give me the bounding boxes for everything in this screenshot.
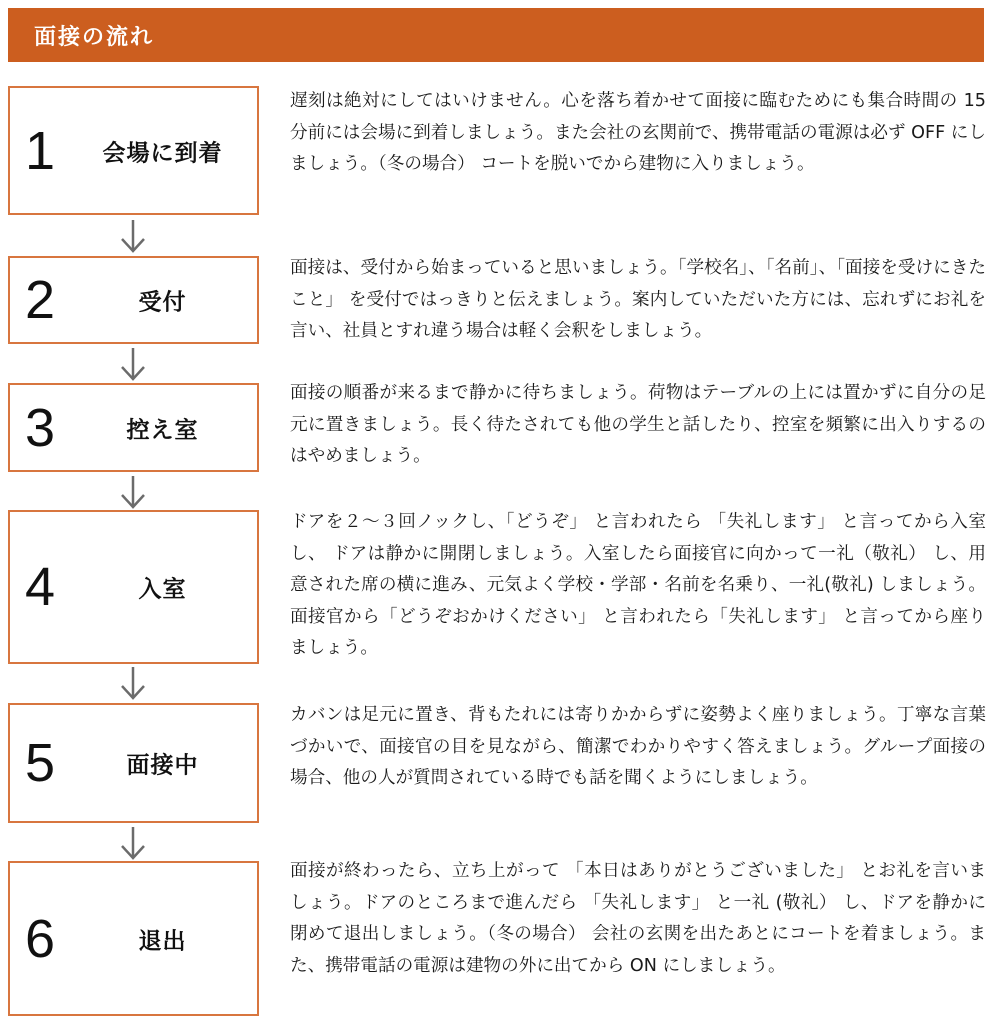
arrow-down-icon (115, 665, 151, 701)
step-label: 退出 (138, 928, 187, 954)
step-description: ドアを２～３回ノックし、「どうぞ」 と言われたら 「失礼します」 と言ってから入室し、 ドアは静かに開閉しましょう。入室したら面接官に向かって一礼（敬礼） し、用意された席の横に進み、元気よく学校・学部・名前を名乗り、一礼(敬礼) しましょう。面接官から「どうぞおかけください」 と言われたら「失礼します」 と言ってから座りましょう。 (290, 512, 986, 658)
page-title: 面接の流れ (34, 24, 155, 50)
step-number: 1 (25, 120, 56, 181)
step-label: 面接中 (126, 752, 199, 779)
step-label: 受付 (138, 289, 187, 316)
section-header (8, 8, 984, 62)
arrow-down-icon (115, 218, 151, 254)
step-description: 面接は、受付から始まっていると思いましょう。「学校名」、「名前」、「面接を受けにきたこと」 を受付ではっきりと伝えましょう。案内していただいた方には、忘れずにお礼を言い、社員とすれ違う場合は軽く会釈をしましょう。 (290, 258, 986, 341)
step-label: 会場に到着 (102, 140, 223, 166)
arrow-down-icon (115, 825, 151, 861)
step-box-1 (8, 86, 259, 215)
step-box-2 (8, 256, 259, 344)
step-label: 入室 (138, 576, 187, 603)
step-number: 3 (25, 397, 56, 458)
step-label: 控え室 (126, 417, 199, 443)
step-box-4 (8, 510, 259, 664)
step-box-3 (8, 383, 259, 472)
arrow-down-icon (115, 346, 151, 382)
step-box-6 (8, 861, 259, 1016)
step-number: 4 (25, 557, 56, 617)
step-number: 2 (25, 270, 56, 330)
step-box-5 (8, 703, 259, 823)
step-description: カバンは足元に置き、背もたれには寄りかからずに姿勢よく座りましょう。丁寧な言葉づかいで、面接官の目を見ながら、簡潔でわかりやすく答えましょう。グループ面接の場合、他の人が質問されている時でも話を聞くようにしましょう。 (290, 705, 986, 788)
step-description: 面接が終わったら、立ち上がって 「本日はありがとうございました」 とお礼を言いましょう。ドアのところまで進んだら 「失礼します」 と一礼 (敬礼） し、ドアを静かに閉めて退出しましょう。（冬の場合） 会社の玄関を出たあとにコートを着ましょう。また、携帯電話の電源は建物の外に出てから ON にしましょう。 (290, 861, 986, 976)
step-description: 遅刻は絶対にしてはいけません。心を落ち着かせて面接に臨むためにも集合時間の 15 分前には会場に到着しましょう。また会社の玄関前で、携帯電話の電源は必ず OFF にしましょう。（冬の場合） コートを脱いでから建物に入りましょう。 (290, 91, 986, 174)
step-description: 面接の順番が来るまで静かに待ちましょう。荷物はテーブルの上には置かずに自分の足元に置きましょう。長く待たされても他の学生と話したり、控室を頻繁に出入りするのはやめましょう。 (290, 383, 986, 466)
arrow-down-icon (115, 474, 151, 510)
step-number: 6 (25, 908, 56, 969)
step-number: 5 (25, 733, 56, 793)
